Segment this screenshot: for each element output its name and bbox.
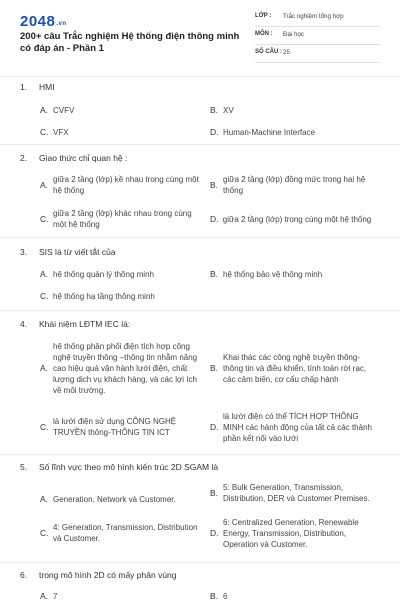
meta-value: Trắc nghiệm tổng hợp — [283, 13, 344, 20]
option-letter: C. — [40, 127, 49, 137]
question-number: 3. — [20, 247, 28, 257]
option-text: hệ thống bảo vệ thông minh — [223, 269, 323, 279]
option-text: giữa 2 tầng (lớp) khác nhau trong cùng một hệ thống — [53, 209, 192, 229]
option-b[interactable] — [210, 590, 380, 600]
option-letter: C. — [40, 422, 49, 432]
option-b[interactable] — [210, 481, 385, 505]
divider — [0, 454, 400, 455]
question-text: Giao thức chỉ quan hệ : — [39, 153, 128, 163]
logo-main: 2048 — [20, 13, 56, 30]
option-c[interactable] — [40, 409, 210, 445]
option-text: 5: Bulk Generation, Transmission, Distribution, DER và Customer Premises. — [223, 483, 370, 503]
option-letter: B. — [210, 363, 219, 373]
meta-label: LỚP : — [255, 13, 272, 19]
option-text: 6: Centralized Generation, Renewable Energy, Transmission, Distribution, Operation và Customer. — [223, 517, 359, 549]
option-text: CVFV — [53, 105, 75, 115]
option-c[interactable] — [40, 521, 210, 545]
question-2 — [20, 153, 380, 246]
meta-label: SỐ CÂU : — [255, 49, 282, 55]
option-b[interactable] — [210, 173, 380, 197]
option-a[interactable] — [40, 268, 210, 280]
option-text: là lưới điện sử dụng CÔNG NGHỆ TRUYỀN thông-THÔNG TIN ICT — [53, 417, 177, 437]
option-a[interactable] — [40, 590, 210, 600]
option-d[interactable] — [210, 515, 385, 551]
question-5 — [20, 462, 380, 572]
header-divider — [0, 76, 400, 77]
option-text: hệ thống hạ tầng thông minh — [53, 291, 155, 301]
divider — [0, 562, 400, 563]
header — [0, 0, 400, 70]
option-c[interactable] — [40, 207, 210, 231]
question-text: trong mô hình 2D có mấy phân vùng — [39, 570, 177, 580]
option-a[interactable] — [40, 339, 210, 397]
option-text: Human-Machine Interface — [223, 127, 316, 137]
question-number: 1. — [20, 82, 28, 92]
meta-label: MÔN : — [255, 31, 273, 37]
question-text: Số lĩnh vực theo mô hình kiến trúc 2D SGAM là — [39, 462, 219, 472]
question-number: 2. — [20, 153, 28, 163]
question-text: HMI — [39, 82, 55, 92]
option-letter: A. — [40, 105, 49, 115]
option-text: giữa 2 tầng (lớp) trong cùng một hệ thống — [222, 214, 372, 224]
question-text: SIS là từ viết tắt của — [39, 247, 116, 257]
option-text: Generation, Network và Customer. — [53, 494, 176, 504]
meta-value: Đại học — [283, 31, 304, 38]
option-letter: B. — [210, 105, 219, 115]
page-title: 200+ câu Trắc nghiệm Hệ thống điện thông minh có đáp án - Phần 1 — [20, 31, 240, 54]
option-a[interactable] — [40, 487, 210, 511]
logo-suffix: .vn — [56, 21, 67, 27]
option-letter: C. — [40, 291, 49, 301]
option-text: giữa 2 tầng (lớp) đồng mức trong hai hệ thống — [223, 175, 366, 195]
question-number: 6. — [20, 570, 28, 580]
option-letter: C. — [40, 214, 49, 224]
divider — [0, 310, 400, 311]
option-letter: D. — [210, 214, 219, 224]
option-a[interactable] — [40, 104, 205, 116]
question-3 — [20, 247, 380, 313]
option-a[interactable] — [40, 173, 210, 197]
option-letter: D. — [210, 528, 219, 538]
meta-row-count — [255, 49, 380, 63]
option-letter: A. — [40, 180, 49, 190]
option-c[interactable] — [40, 290, 210, 302]
meta-row-class — [255, 13, 380, 27]
option-text: là lưới điện có thể TÍCH HỢP THÔNG MINH các hành động của tất cả các thành phần kết nối vào lưới — [223, 411, 372, 443]
option-d[interactable] — [210, 207, 380, 231]
option-text: XV — [223, 105, 234, 115]
option-letter: B. — [210, 488, 219, 498]
option-text: hệ thống quản lý thông minh — [53, 269, 154, 279]
option-text: 7 — [53, 591, 58, 600]
option-letter: A. — [40, 591, 49, 600]
meta-info — [255, 13, 380, 67]
option-b[interactable] — [210, 339, 380, 397]
option-text: Khai thác các công nghệ truyền thông-thông tin và điều khiển, tính toán rời rạc, các cảm biến, cơ cấu chấp hành — [223, 352, 367, 384]
option-letter: A. — [40, 494, 49, 504]
divider — [0, 144, 400, 145]
option-d[interactable] — [210, 409, 380, 445]
question-6 — [20, 570, 380, 600]
option-text: VFX — [53, 127, 69, 137]
option-letter: C. — [40, 528, 49, 538]
option-text: 4: Generation, Transmission, Distribution và Customer. — [53, 523, 198, 543]
option-letter: B. — [210, 591, 219, 600]
divider — [0, 237, 400, 238]
option-text: giữa 2 tầng (lớp) kề nhau trong cùng một hệ thống — [53, 175, 199, 195]
question-1 — [20, 82, 380, 146]
site-logo[interactable] — [20, 13, 67, 30]
option-d[interactable] — [210, 126, 380, 138]
meta-row-subject — [255, 31, 380, 45]
question-4 — [20, 319, 380, 467]
question-number: 5. — [20, 462, 28, 472]
option-letter: A. — [40, 363, 49, 373]
question-number: 4. — [20, 319, 28, 329]
option-letter: B. — [210, 269, 219, 279]
option-text: 6 — [223, 591, 228, 600]
option-b[interactable] — [210, 104, 380, 116]
option-b[interactable] — [210, 268, 380, 280]
meta-value: 25 — [283, 49, 290, 56]
option-letter: A. — [40, 269, 49, 279]
question-text: Khái niệm LĐTM IEC là: — [39, 319, 131, 329]
option-letter: B. — [210, 180, 219, 190]
option-letter: D. — [210, 422, 219, 432]
option-letter: D. — [210, 127, 219, 137]
option-c[interactable] — [40, 126, 205, 138]
option-text: hệ thống phân phối điện tích hợp công nghệ truyền thông –thông tin nhằm nâng cao hiệu quả vận hành lưới điện, chất lượng dịch vụ khách hàng, và các lợi ích về môi trường. — [53, 341, 198, 395]
